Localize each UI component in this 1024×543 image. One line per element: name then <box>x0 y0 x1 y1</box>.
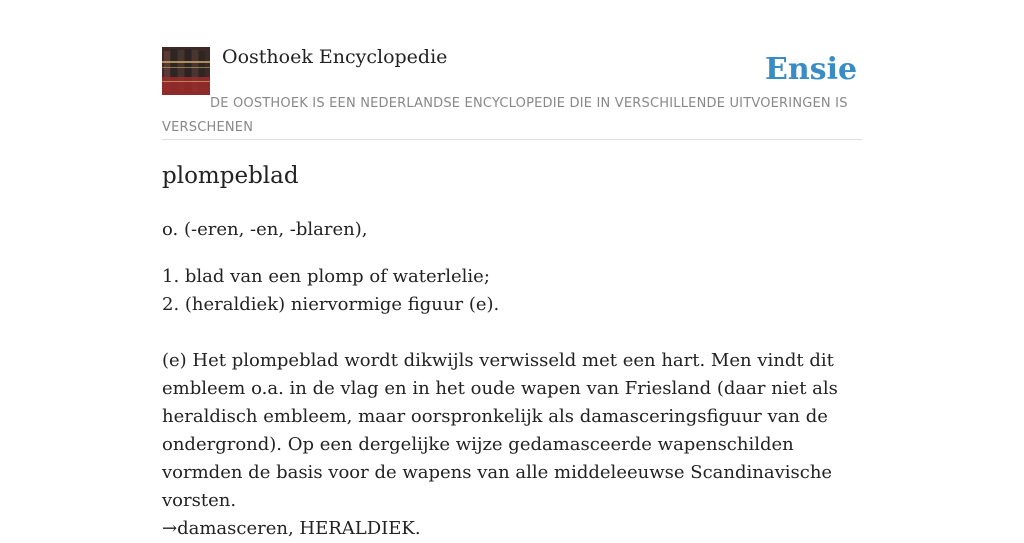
entry-grammar: o. (-eren, -en, -blaren), <box>162 219 368 240</box>
entry-note <box>162 347 862 543</box>
note-text: (e) Het plompeblad wordt dikwijls verwisseld met een hart. Men vindt dit embleem o.a. in de vlag en in het oude wapen van Friesland (daar niet als heraldisch embleem, maar oorspronkelijk als damasceringsfiguur van de ondergrond). Op een dergelijke wijze gedamasceerde wapenschilden vormden de basis voor de wapens van alle middeleeuwse Scandinavische vorsten. <box>162 350 838 511</box>
sense-item: 1. blad van een plomp of waterlelie; <box>162 266 490 287</box>
source-avatar[interactable] <box>162 47 210 95</box>
encyclopedia-books-icon <box>162 47 210 95</box>
entry-term: plompeblad <box>162 163 299 189</box>
source-tagline: DE OOSTHOEK IS EEN NEDERLANDSE ENCYCLOPEDIE DIE IN VERSCHILLENDE UITVOERINGEN IS VERSCHENEN <box>162 96 848 135</box>
header-divider <box>162 139 862 140</box>
ensie-logo[interactable]: Ensie <box>765 52 858 87</box>
sense-item: 2. (heraldiek) niervormige figuur (e). <box>162 294 500 315</box>
source-name[interactable]: Oosthoek Encyclopedie <box>222 46 448 68</box>
cross-reference-link[interactable]: →damasceren, HERALDIEK. <box>162 518 421 539</box>
entry-senses <box>162 263 499 319</box>
